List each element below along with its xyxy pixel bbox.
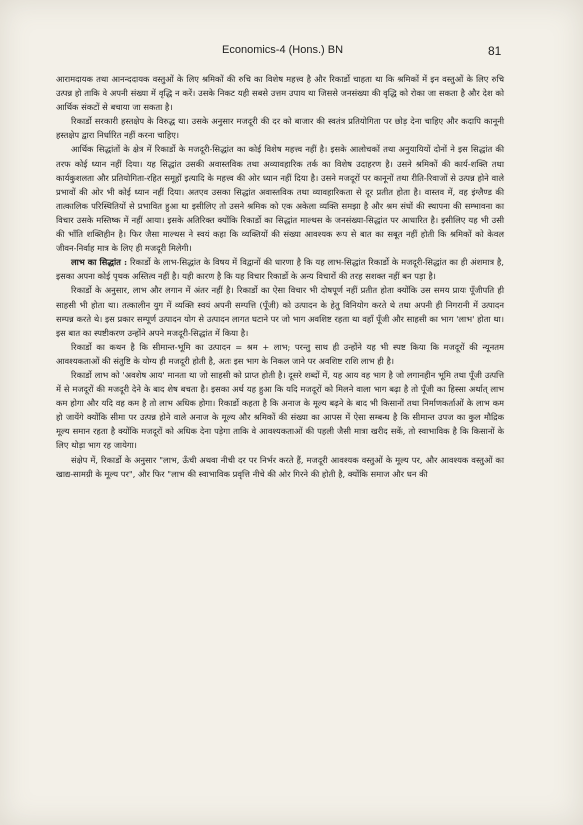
paragraph: आर्थिक सिद्धांतों के क्षेत्र में रिकार्डो के मजदूरी-सिद्धांत का कोई विशेष महत्त्व नहीं है। इसके आलोचकों तथा अनुयायियों दोनों ने इस सिद्धांत की तरफ कोई ध्यान नहीं दिया। यह सिद्धांत उसकी अवास्तविक तथा अव्यावहारिक तर्क का विशेष उदाहरण है। उसने श्रमिकों की कार्य-शक्ति तथा कार्यकुशलता और प्रतियोगिता-रहित समूहों इत्यादि के महत्त्व की ओर ध्यान नहीं दिया है। उसने मजदूरों पर कानूनों तथा रीति-रिवाजों से उत्पन्न होने वाले प्रभावों की ओर भी कोई ध्यान नहीं दिया। अतएव उसका सिद्धांत अवास्तविक तथा व्यावहारिकता से दूर प्रतीत होता है। वास्तव में, वह इंग्लैण्ड की तात्कालिक परिस्थितियों से प्रभावित हुआ था इसीलिए तो उसने श्रमिक को एक अकेला व्यक्ति समझा है और श्रम संघों की स्थापना की सम्भावना का विचार उसके मस्तिष्क में नहीं आया। इसके अतिरिक्त क्योंकि रिकार्डो का सिद्धांत माल्थस के जनसंख्या-सिद्धांत पर आधारित है। इसीलिए यह भी उसी की भाँति शक्तिहीन है। फिर जैसा माल्थस ने स्वयं कहा कि व्यक्तियों की संख्या आवश्यक रूप से बात का सबूत नहीं होती कि श्रमिकों को केवल जीवन-निर्वाह मात्र के लिए ही मजदूरी मिलेगी। <box>56 144 504 254</box>
running-title: Economics-4 (Hons.) BN <box>222 44 344 56</box>
paragraph: रिकार्डो के अनुसार, लाभ और लगान में अंतर नहीं है। रिकार्डो का ऐसा विचार भी दोषपूर्ण नहीं प्रतीत होता क्योंकि उस समय प्रायः पूँजीपति ही साहसी भी होता था। तत्कालीन युग में व्यक्ति स्वयं अपनी सम्पत्ति (पूँजी) को उत्पादन के हेतु विनियोग करते थे तथा अपनी ही निगरानी में उत्पादन सम्पन्न करते थे। इस प्रकार सम्पूर्ण उत्पादन योग से उत्पादन लागत घटाने पर जो भाग अवशिष्ट रहता था वहाँ पूँजी और साहसी का भाग 'लाभ' होता था। इस बात का स्पष्टीकरण उन्होंने अपने मजदूरी-सिद्धांत में किया है। <box>56 285 504 338</box>
section-heading: लाभ का सिद्धांत : <box>71 257 128 268</box>
paragraph-text: रिकार्डो के लाभ-सिद्धांत के विषय में विद्वानों की धारणा है कि यह लाभ-सिद्धांत रिकार्डो के मजदूरी-सिद्धांत का ही अंशमात्र है, इसका अपना कोई पृथक अस्तित्व नहीं है। यही कारण है कि यह विचार रिकार्डो के अन्य विचारों की तरह सशक्त नहीं बन पड़ा है। <box>56 257 505 282</box>
paragraph: रिकार्डो लाभ को 'अवशेष आय' मानता था जो साहसी को प्राप्त होती है। दूसरे शब्दों में, यह आय वह भाग है जो लगानहीन भूमि तथा पूँजी उत्पत्ति में से मजदूरों की मजदूरी देने के बाद शेष बचता है। इसका अर्थ यह हुआ कि यदि मजदूरों को मिलने वाला भाग बढ़ा है तो पूँजी का हिस्सा अर्थात् लाभ कम होगा और यदि वह कम है तो लाभ अधिक होगा। रिकार्डो कहता है कि अनाज के मूल्य बढ़ने के बाद भी किसानों तथा निर्माणकर्ताओं के लाभ कम हो जायेंगे क्योंकि सीमा पर उत्पन्न होने वाले अनाज के मूल्य और श्रमिकों की संख्या का आपस में ऐसा सम्बन्ध है कि सीमान्त उपज का कुल मौद्रिक मूल्य समान रहता है क्योंकि मजदूरों को अधिक देना पड़ेगा ताकि वे आवश्यकताओं की पहली जैसी मात्रा खरीद सकें, तो स्वाभाविक है कि किसानों के लिए थोड़ा भाग रह जायेगा। <box>56 369 504 451</box>
paragraph: रिकार्डो का कथन है कि सीमान्त-भूमि का उत्पादन = श्रम + लाभ; परन्तु साथ ही उन्होंने यह भी स्पष्ट किया कि मजदूरों की न्यूनतम आवश्यकताओं की संतुष्टि के योग्य ही मजदूरी होती है, अतः इस भाग के निकल जाने पर अवशिष्ट राशि लाभ ही है। <box>56 341 504 366</box>
paragraph: रिकार्डो सरकारी हस्तक्षेप के विरुद्ध था। उसके अनुसार मजदूरी की दर को बाजार की स्वतंत्र प्रतियोगिता पर छोड़ देना चाहिए और कदापि कानूनी हस्तक्षेप द्वारा निर्धारित नहीं करना चाहिए। <box>56 116 504 141</box>
body-text <box>56 72 504 481</box>
paragraph: संक्षेप में, रिकार्डो के अनुसार "लाभ, ऊँची अथवा नीची दर पर निर्भर करते हैं, मजदूरी आवश्यक वस्तुओं के मूल्य पर, और आवश्यक वस्तुओं का खाद्य-सामग्री के मूल्य पर", और फिर "लाभ की स्वाभाविक प्रवृत्ति नीचे की ओर गिरने की होती है, क्योंकि समाज और धन की <box>56 454 504 479</box>
page-number: 81 <box>488 44 502 58</box>
paragraph <box>56 255 504 283</box>
page-header <box>0 44 583 64</box>
paragraph: आरामदायक तथा आनन्ददायक वस्तुओं के लिए श्रमिकों की रुचि का विशेष महत्त्व है और रिकार्डो चाहता था कि श्रमिकों में इन वस्तुओं के लिए रुचि उत्पन्न हो ताकि वे अपनी संख्या में वृद्धि न करें। उसके निकट यही सबसे उत्तम उपाय था जिससे जनसंख्या की वृद्धि को रोका जा सकता है और देश को आर्थिक संकटों से बचाया जा सकता है। <box>56 74 504 113</box>
